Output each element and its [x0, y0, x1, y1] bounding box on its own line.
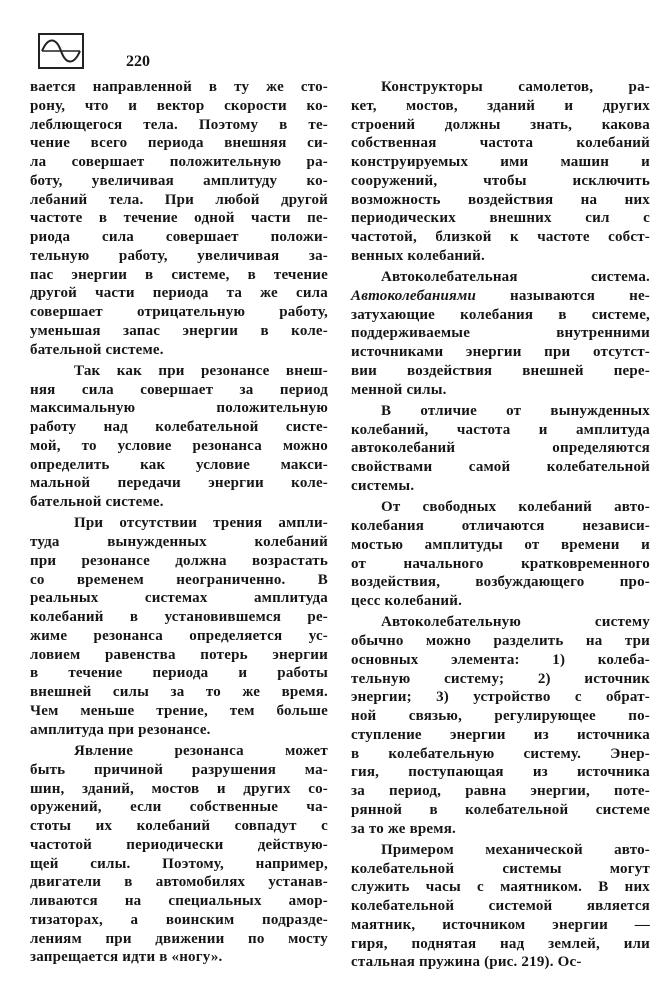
text-line: маятник, источником энергии —: [351, 916, 650, 933]
text-line: тельную работу, увеличивая за-: [30, 247, 328, 264]
text-line: пас энергии в системе, в течение: [30, 266, 328, 283]
italic-term: Автоколебаниями: [351, 287, 476, 304]
text-line: тизаторах, а воинским подразде-: [30, 911, 328, 928]
text-line: обычно можно разделить на три: [351, 633, 650, 650]
paragraph: [351, 402, 650, 496]
text-line: туда вынужденных колебаний: [30, 534, 328, 551]
text-line: мостью амплитуды от времени и: [351, 536, 650, 553]
text-line: бательной системе.: [30, 341, 164, 358]
paragraph: [30, 78, 328, 359]
text-line: гиря, поднятая над землей, или: [351, 935, 650, 952]
text-line: колебания отличаются независи-: [351, 518, 650, 535]
text-line: цесс колебаний.: [351, 593, 463, 610]
text-line: собственная частота колебаний: [351, 135, 650, 152]
text-line: воздействия, возбуждающего про-: [351, 574, 650, 591]
paragraph: [351, 613, 650, 838]
text-line: строений должны знать, какова: [351, 116, 650, 133]
text-line: определить как условие макси-: [30, 456, 328, 473]
paragraph: [30, 514, 328, 739]
text-line: двигатели в автомобилях устанав-: [30, 874, 328, 891]
text-line: Автоколебательную систему: [381, 614, 650, 631]
text-line: рянной в колебательной системе: [351, 801, 650, 818]
text-line: энергии; 3) устройство с обрат-: [351, 689, 650, 706]
text-line: реальных системах амплитуда: [30, 590, 328, 607]
text-line: периодических внешних сил с: [351, 210, 650, 227]
text-line: максимальную положительную: [30, 400, 328, 417]
text-line: В отличие от вынужденных: [381, 402, 650, 419]
text-line: совершает отрицательную работу,: [30, 304, 328, 320]
text-line: возможность воздействия на них: [351, 191, 650, 208]
text-line: риода сила совершает положи-: [30, 229, 328, 245]
text-line: Явление резонанса может: [74, 743, 328, 760]
text-line: колебаний, частота и амплитуда: [351, 421, 650, 438]
text-line: сооружений, чтобы исключить: [351, 172, 650, 189]
text-line: со временем неограниченно. В: [30, 571, 328, 588]
text-line: бательной системе.: [30, 494, 164, 511]
text-line: стальная пружина (рис. 219). Ос-: [351, 954, 582, 971]
text-line: леблющегося тела. Поэтому в те-: [30, 116, 328, 133]
text-line: чение всего периода внешняя си-: [30, 135, 328, 152]
text-line: за период, равна энергии, поте-: [351, 783, 650, 800]
right-column: [351, 78, 650, 972]
text-line: при резонансе должна возрастать: [30, 552, 328, 569]
paragraph: [351, 841, 650, 972]
text-line: частоте в течение одной части пе-: [30, 210, 328, 227]
text-line: лениям при движении по мосту: [30, 930, 328, 947]
text-line: щей силы. Поэтому, например,: [30, 855, 328, 872]
text-line: служить часы с маятником. В них: [351, 879, 650, 896]
text-line: колебательной системы могут: [351, 860, 650, 877]
text-line: поддерживаемые внутренними: [351, 325, 650, 342]
text-line: От свободных колебаний авто-: [381, 499, 650, 516]
text-line: гия, поступающая из источника: [351, 764, 650, 781]
text-line: мой, то условие резонанса можно: [30, 437, 328, 454]
paragraph: [30, 742, 328, 967]
text-line: ловием равенства потерь энергии: [30, 646, 328, 663]
section-heading: Автоколебательная система.: [381, 269, 650, 286]
text-line: мальной передачи энергии коле-: [30, 475, 328, 492]
text-line: свойствами самой колебательной: [351, 459, 650, 476]
text-line: менной силы.: [351, 381, 447, 398]
text-line: работу над колебательной систе-: [30, 419, 328, 436]
text-line: колебаний в установившемся ре-: [30, 609, 328, 626]
text-line: ной связью, регулирующее по-: [351, 708, 650, 725]
text-line: стоты их колебаний совпадут с: [30, 818, 328, 835]
text-line: тельную систему; 2) источник: [351, 670, 650, 687]
paragraph: [351, 268, 650, 399]
text-line: лебаний тела. При любой другой: [30, 191, 328, 208]
text-line: колебательной системой является: [351, 898, 650, 915]
text-line: [351, 287, 650, 306]
text-line: частотой, близкой к частоте собст-: [351, 229, 650, 245]
text-line: ступление энергии из источника: [351, 726, 650, 743]
text-line: кет, мостов, зданий и других: [351, 97, 650, 114]
paragraph: [351, 78, 650, 266]
text-line: няя сила совершает за период: [30, 381, 328, 398]
text-line: быть причиной разрушения ма-: [30, 761, 328, 778]
text-line: венных колебаний.: [351, 247, 485, 264]
text-line: ла совершает положительную ра-: [30, 154, 328, 170]
text-line: Конструкторы самолетов, ра-: [381, 79, 650, 95]
text-line: ливаются на специальных амор-: [30, 893, 328, 910]
text-line: за то же время.: [351, 820, 456, 837]
left-column: [30, 78, 328, 967]
text-line: шин, зданий, мостов и других со-: [30, 780, 328, 797]
text-line: источниками энергии при отсутст-: [351, 344, 650, 361]
text-line: амплитуда при резонансе.: [30, 721, 211, 738]
text-line: уменьшая запас энергии в коле-: [30, 322, 328, 339]
text-line: рону, что и вектор скорости ко-: [30, 97, 328, 114]
text-span: называются не-: [476, 287, 650, 304]
text-line: жиме резонанса определяется ус-: [30, 627, 328, 644]
text-line: затухающие колебания в системе,: [351, 306, 650, 323]
text-line: Так как при резонансе внеш-: [74, 362, 328, 379]
text-line: другой части периода та же сила: [30, 285, 328, 302]
text-line: в течение периода и работы: [30, 665, 328, 682]
text-line: основных элемента: 1) колеба-: [351, 651, 650, 668]
page-number: 220: [126, 53, 150, 70]
text-line: [351, 268, 650, 287]
text-line: внешней силы за то же время.: [30, 684, 328, 701]
text-line: запрещается идти в «ногу».: [30, 949, 223, 966]
text-line: вии воздействия внешней пере-: [351, 362, 650, 379]
text-line: от начального кратковременного: [351, 555, 650, 572]
text-line: автоколебаний определяются: [351, 440, 650, 457]
text-line: При отсутствии трения ампли-: [74, 515, 328, 532]
text-line: Примером механической авто-: [381, 841, 650, 858]
text-line: системы.: [351, 477, 415, 494]
text-line: конструируемых ими машин и: [351, 154, 650, 170]
paragraph: [351, 498, 650, 611]
text-line: боту, увеличивая амплитуду ко-: [30, 172, 328, 189]
text-line: оружений, если собственные ча-: [30, 799, 328, 816]
text-line: в колебательную систему. Энер-: [351, 745, 650, 762]
text-line: частотой периодически действую-: [30, 836, 328, 853]
text-line: вается направленной в ту же сто-: [30, 79, 328, 95]
paragraph: [30, 362, 328, 512]
text-line: Чем меньше трение, тем больше: [30, 702, 328, 719]
sine-wave-icon: [38, 33, 84, 69]
